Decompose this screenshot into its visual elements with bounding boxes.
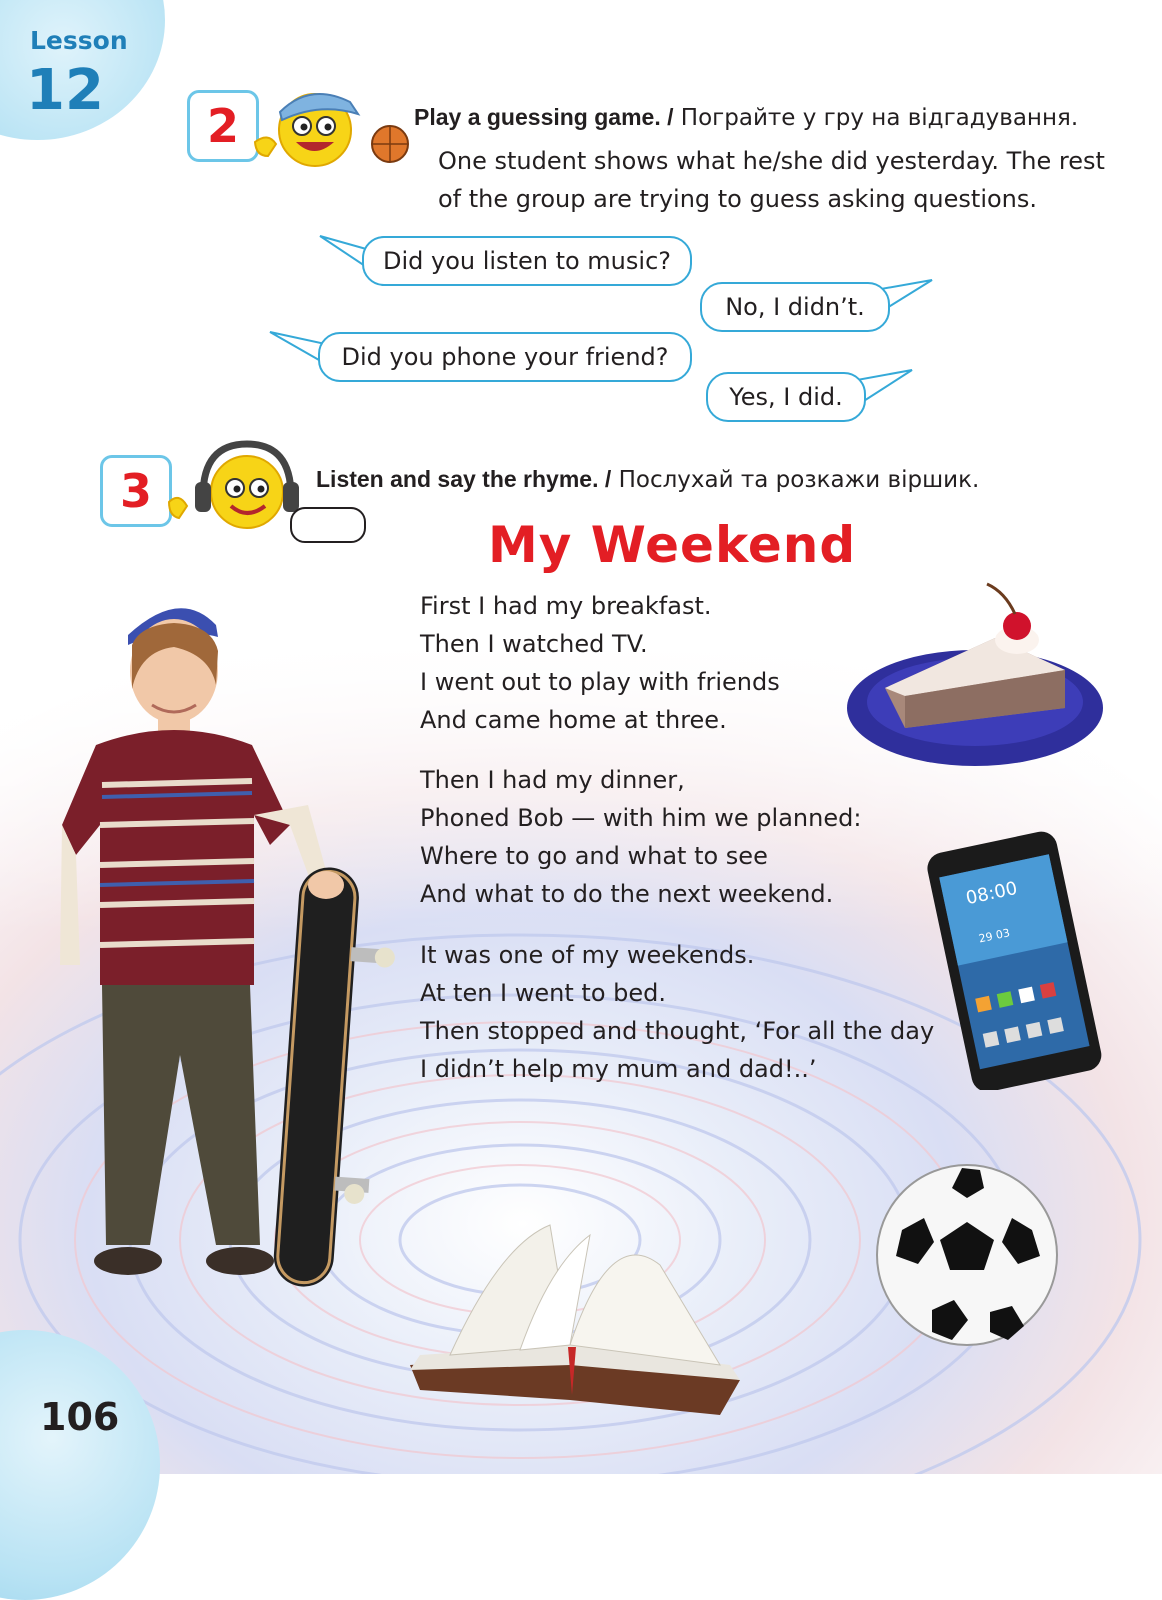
stanza-1	[420, 587, 780, 739]
speech-bubble-answer-1: No, I didn’t.	[700, 282, 890, 332]
page-number: 106	[40, 1395, 120, 1439]
exercise-2-instruction-uk: Пограйте у гру на відгадування.	[673, 105, 1079, 131]
stanza-3	[420, 936, 934, 1088]
rhyme-line: It was one of my weekends.	[420, 941, 755, 969]
rhyme-line: I went out to play with friends	[420, 668, 780, 696]
speech-bubble-question-1: Did you listen to music?	[362, 236, 692, 286]
soccer-ball-image	[872, 1160, 1062, 1350]
exercise-2-text-line: of the group are trying to guess asking questions.	[438, 185, 1038, 213]
lesson-label: Lesson	[30, 26, 128, 55]
exercise-2-text	[438, 142, 1105, 218]
cake-image	[845, 578, 1110, 773]
rhyme-line: Where to go and what to see	[420, 842, 768, 870]
exercise-2-instruction-en: Play a guessing game. /	[414, 104, 674, 130]
exercise-2-text-line: One student shows what he/she did yesterday. The rest	[438, 147, 1105, 175]
rhyme-line: Then I watched TV.	[420, 630, 648, 658]
rhyme-line: Phoned Bob — with him we planned:	[420, 804, 862, 832]
rhyme-line: First I had my breakfast.	[420, 592, 712, 620]
smartphone-image	[918, 830, 1108, 1090]
rhyme-line: And came home at three.	[420, 706, 727, 734]
exercise-2-number: 2	[187, 90, 259, 162]
exercise-3-instruction-uk: Послухай та розкажи віршик.	[611, 467, 980, 493]
boy-with-skateboard-image	[40, 585, 400, 1305]
rhyme-line: I didn’t help my mum and dad!..’	[420, 1055, 817, 1083]
rhyme-line: Then I had my dinner,	[420, 766, 685, 794]
exercise-3-instruction	[316, 466, 979, 493]
rhyme-title: My Weekend	[488, 516, 857, 574]
lesson-number: 12	[26, 58, 104, 123]
exercise-3-number: 3	[100, 455, 172, 527]
stanza-2	[420, 761, 861, 913]
phone-time: 08:00	[964, 877, 1020, 910]
open-book-image	[400, 1205, 750, 1420]
phone-date: 29 03	[977, 926, 1012, 946]
rhyme-line: At ten I went to bed.	[420, 979, 666, 1007]
smiley-basketball-icon	[250, 72, 410, 172]
rhyme-line: Then stopped and thought, ‘For all the day	[420, 1017, 935, 1045]
exercise-3-instruction-en: Listen and say the rhyme. /	[316, 466, 612, 492]
exercise-2-instruction	[414, 104, 1078, 131]
speech-bubble-answer-2: Yes, I did.	[706, 372, 866, 422]
speech-bubble-question-2: Did you phone your friend?	[318, 332, 692, 382]
rhyme-line: And what to do the next weekend.	[420, 880, 834, 908]
